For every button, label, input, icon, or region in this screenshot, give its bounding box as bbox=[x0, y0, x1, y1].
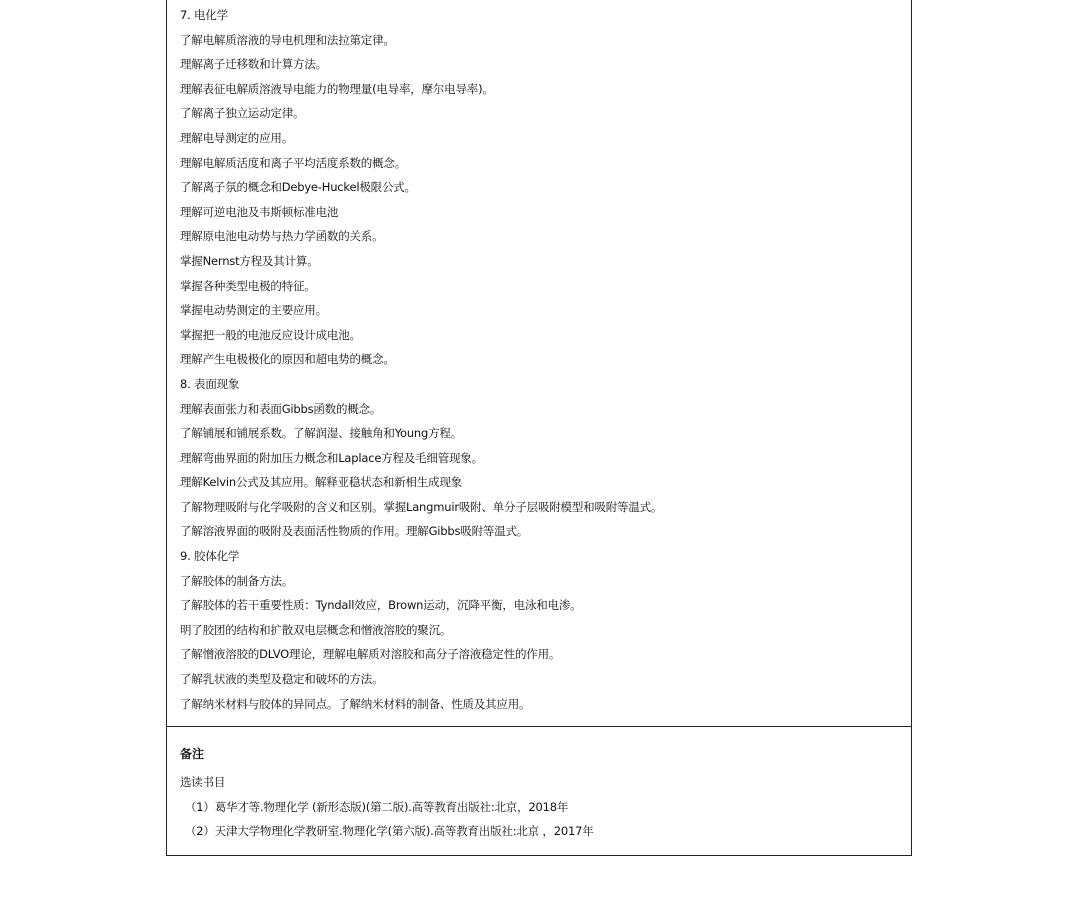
syllabus-item: 了解胶体的若干重要性质：Tyndall效应，Brown运动，沉降平衡，电泳和电渗。 bbox=[180, 598, 582, 613]
syllabus-item: 理解弯曲界面的附加压力概念和Laplace方程及毛细管现象。 bbox=[180, 450, 483, 465]
syllabus-item: 了解离子独立运动定律。 bbox=[180, 106, 305, 121]
notes-cell bbox=[167, 727, 911, 844]
syllabus-item: 理解产生电极极化的原因和超电势的概念。 bbox=[180, 352, 395, 367]
syllabus-item: 了解电解质溶液的导电机理和法拉第定律。 bbox=[180, 32, 395, 47]
reference-item: （2）天津大学物理化学教研室.物理化学(第六版).高等教育出版社:北京 ，2017年 bbox=[185, 824, 594, 838]
syllabus-item: 了解铺展和铺展系数。了解润湿、接触角和Young方程。 bbox=[180, 426, 463, 441]
reference-item: （1）葛华才等.物理化学 (新形态版)(第二版).高等教育出版社:北京，2018年 bbox=[185, 799, 569, 814]
section-heading-electrochemistry: 7. 电化学 bbox=[180, 8, 228, 22]
syllabus-item: 了解乳状液的类型及稳定和破坏的方法。 bbox=[180, 672, 384, 687]
syllabus-item: 理解Kelvin公式及其应用。解释亚稳状态和新相生成现象 bbox=[180, 475, 462, 490]
syllabus-item: 理解可逆电池及韦斯顿标准电池 bbox=[180, 204, 339, 219]
syllabus-item: 掌握Nernst方程及其计算。 bbox=[180, 253, 319, 268]
syllabus-item: 了解胶体的制备方法。 bbox=[180, 573, 293, 588]
syllabus-item: 了解物理吸附与化学吸附的含义和区别。掌握Langmuir吸附、单分子层吸附模型和吸附等温式。 bbox=[180, 499, 663, 514]
syllabus-table bbox=[166, 0, 912, 856]
syllabus-item: 了解憎液溶胶的DLVO理论，理解电解质对溶胶和高分子溶液稳定性的作用。 bbox=[180, 647, 561, 662]
syllabus-item: 了解溶液界面的吸附及表面活性物质的作用。理解Gibbs吸附等温式。 bbox=[180, 524, 529, 539]
section-heading-colloid-chemistry: 9. 胶体化学 bbox=[180, 549, 240, 564]
syllabus-item: 掌握各种类型电极的特征。 bbox=[180, 278, 316, 293]
syllabus-item: 掌握电动势测定的主要应用。 bbox=[180, 303, 327, 318]
syllabus-item: 理解离子迁移数和计算方法。 bbox=[180, 57, 327, 72]
syllabus-content-cell bbox=[167, 0, 911, 727]
notes-title: 备注 bbox=[180, 747, 205, 761]
syllabus-item: 理解原电池电动势与热力学函数的关系。 bbox=[180, 229, 384, 244]
syllabus-item: 明了胶团的结构和扩散双电层概念和憎液溶胶的聚沉。 bbox=[180, 622, 452, 637]
section-heading-surface-phenomena: 8. 表面现象 bbox=[180, 376, 240, 391]
syllabus-item: 掌握把一般的电池反应设计成电池。 bbox=[180, 327, 361, 342]
syllabus-item: 了解离子氛的概念和Debye-Huckel极限公式。 bbox=[180, 180, 416, 195]
syllabus-item: 理解电解质活度和离子平均活度系数的概念。 bbox=[180, 155, 406, 170]
syllabus-item: 理解电导测定的应用。 bbox=[180, 130, 293, 145]
syllabus-item: 理解表面张力和表面Gibbs函数的概念。 bbox=[180, 401, 382, 416]
syllabus-item: 了解纳米材料与胶体的异同点。了解纳米材料的制备、性质及其应用。 bbox=[180, 696, 531, 711]
reading-list-label: 选读书目 bbox=[180, 775, 226, 789]
syllabus-item: 理解表征电解质溶液导电能力的物理量(电导率，摩尔电导率)。 bbox=[180, 81, 494, 96]
